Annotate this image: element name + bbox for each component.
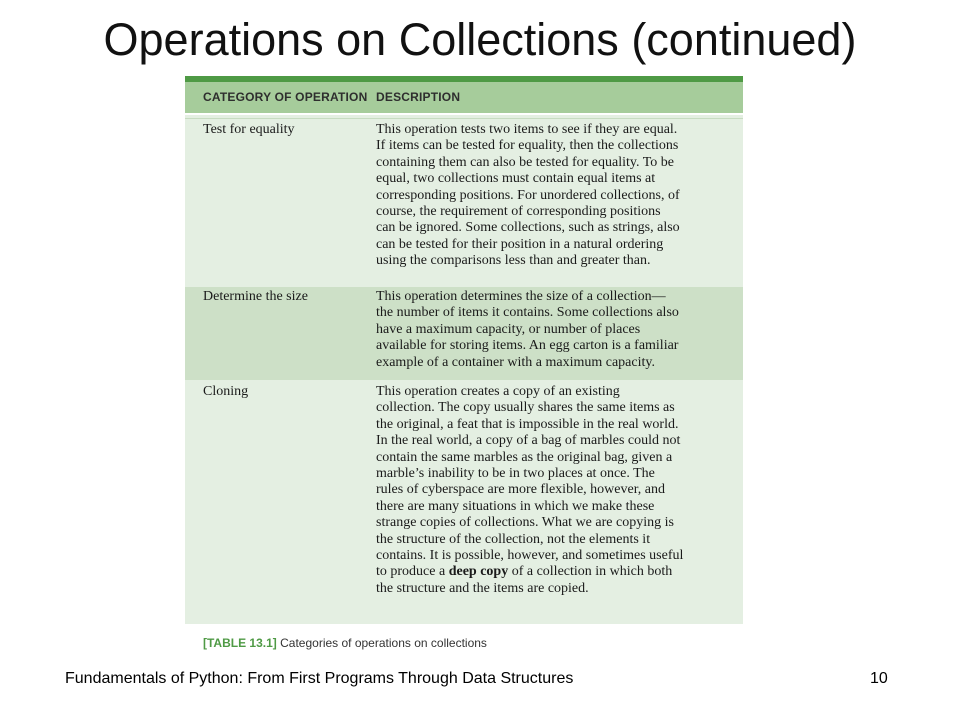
row-category: Determine the size (203, 289, 308, 304)
column-header-category: CATEGORY OF OPERATION (203, 90, 368, 104)
row-category: Cloning (203, 384, 249, 399)
header-divider (185, 113, 743, 115)
row-category: Test for equality (203, 122, 295, 137)
column-header-description: DESCRIPTION (376, 90, 461, 104)
deep-copy-term: deep copy (448, 564, 509, 580)
table-row (185, 380, 743, 624)
page-number: 10 (870, 670, 888, 687)
row-description: This operation tests two items to see if they are equal. If items can be tested for equality, then the collections containing them can also be tested for equality. To be equal, two collections must contain equal items at corresponding positions. For unordered collections, of course, the requirement of corresponding positions can be ignored. Some collections, such as strings, also can be tested for their position in a natural ordering using the comparisons less than and greater than. (376, 122, 680, 269)
row-description: This operation determines the size of a collection— the number of items it contains. Some collections also have a maximum capacity, or number of places available for storing items. An egg carton is a familiar example of a container with a maximum capacity. (376, 289, 679, 370)
footer-text: Fundamentals of Python: From First Programs Through Data Structures (65, 670, 574, 687)
table-row (185, 287, 743, 380)
table-caption (203, 636, 487, 650)
slide-title: Operations on Collections (continued) (103, 14, 857, 65)
caption-label: [TABLE 13.1] (203, 636, 277, 650)
table-header-row (185, 82, 743, 113)
row-description (376, 384, 733, 597)
table-row (185, 119, 743, 287)
description-text: of a collection in which both the structure and the items are copied. (376, 564, 673, 596)
operations-table (185, 76, 743, 624)
description-text: This operation creates a copy of an existing collection. The copy usually shares the same items as the original, a feat that is impossible in the real world. In the real world, a copy of a bag of marbles could not contain the same marbles as the original bag, given a marble’s inability to be in two places at once. The rules of cyberspace are more flexible, however, and there are many situations in which we make these strange copies of collections. What we are copying is the structure of the collection, not the elements it contains. It is possible, however, and sometimes useful to produce a (376, 384, 684, 580)
caption-text: Categories of operations on collections (276, 636, 487, 650)
